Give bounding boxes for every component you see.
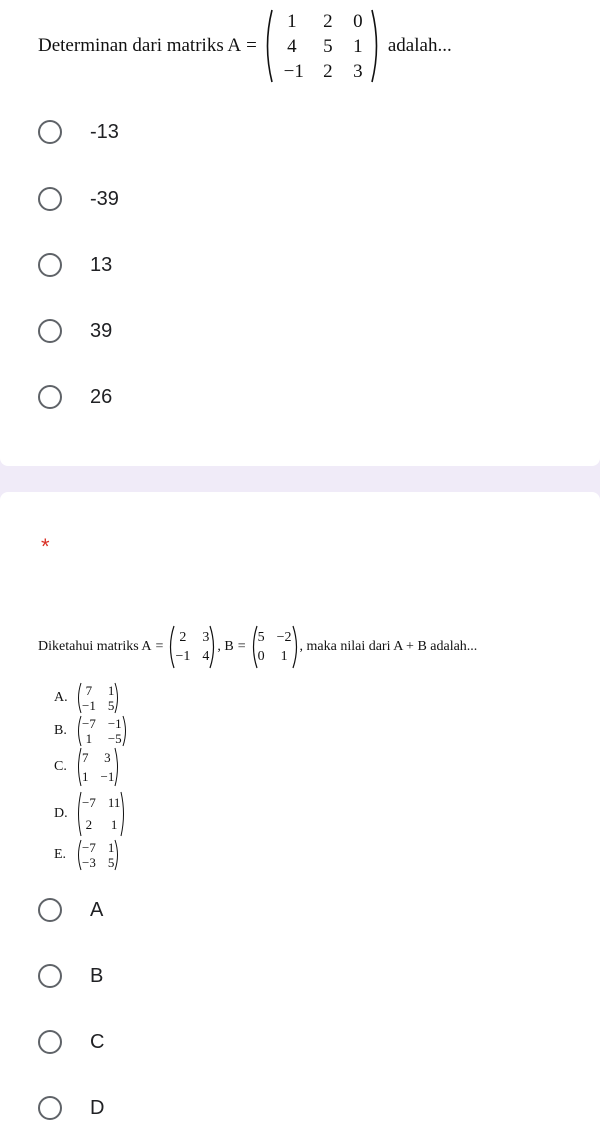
right-paren-icon (209, 625, 217, 669)
matrix-cell: 2 (85, 817, 93, 832)
matrix-cell: −1 (82, 698, 96, 713)
matrix-b-2x2 (258, 629, 292, 665)
radio-circle-icon[interactable] (38, 1030, 62, 1054)
required-asterisk: * (41, 534, 50, 559)
matrix-cell: −2 (276, 630, 292, 645)
right-paren-icon (114, 839, 120, 871)
choice-d (54, 790, 126, 838)
matrix-cell: −7 (82, 795, 96, 810)
radio-circle-icon[interactable] (38, 898, 62, 922)
radio-option-b[interactable] (38, 960, 103, 992)
radio-option-2[interactable] (38, 183, 119, 215)
matrix-cell: 3 (353, 60, 363, 82)
radio-circle-icon[interactable] (38, 1096, 62, 1120)
radio-circle-icon[interactable] (38, 385, 62, 409)
option-label: C (90, 1030, 105, 1053)
radio-circle-icon[interactable] (38, 319, 62, 343)
choice-b (54, 714, 128, 748)
radio-circle-icon[interactable] (38, 120, 62, 144)
matrix-cell: 4 (287, 35, 297, 57)
option-label: -13 (90, 120, 119, 143)
right-paren-icon (292, 625, 300, 669)
choice-matrix (82, 792, 120, 836)
option-label: A (90, 898, 104, 921)
matrix-cell: 3 (104, 750, 111, 765)
matrix-cell: −7 (82, 716, 96, 731)
matrix-cell: 2 (323, 60, 333, 82)
question-1-suffix: adalah... (387, 35, 452, 56)
matrix-cell: 0 (257, 649, 265, 664)
choice-letter: A. (54, 690, 68, 705)
left-paren-icon (167, 625, 175, 669)
choice-letter: D. (54, 806, 68, 821)
separator-b: , B (217, 639, 234, 654)
matrix-cell: 4 (202, 649, 210, 664)
radio-circle-icon[interactable] (38, 253, 62, 277)
matrix-cell: 0 (353, 10, 363, 32)
choice-e (54, 838, 120, 872)
matrix-cell: 1 (82, 769, 89, 784)
equals-sign: = (155, 639, 164, 654)
option-label: 39 (90, 319, 113, 342)
matrix-cell: 7 (82, 750, 89, 765)
left-paren-icon (262, 8, 274, 84)
right-paren-icon (122, 715, 128, 747)
matrix-cell: 2 (323, 10, 333, 32)
question-2-text (38, 620, 477, 674)
matrix-cell: 5 (107, 698, 115, 713)
matrix-cell: 5 (107, 855, 115, 870)
choice-matrix (82, 716, 122, 746)
question-1-text (38, 8, 452, 84)
option-label: D (90, 1096, 105, 1119)
matrix-a-2x2 (175, 629, 209, 665)
matrix-cell: 1 (107, 683, 115, 698)
choice-matrix (82, 840, 114, 870)
question-2-prefix: Diketahui matriks A (38, 639, 152, 654)
question-1-equals: = (246, 35, 257, 56)
matrix-cell: −1 (175, 649, 191, 664)
equals-sign: = (237, 639, 246, 654)
matrix-cell: 5 (257, 630, 265, 645)
matrix-cell: 11 (107, 795, 121, 810)
option-label: 26 (90, 385, 113, 408)
radio-circle-icon[interactable] (38, 187, 62, 211)
matrix-cell: 2 (179, 630, 187, 645)
matrix-cell: 1 (353, 35, 363, 57)
radio-option-3[interactable] (38, 249, 112, 281)
choice-letter: E. (54, 847, 67, 862)
left-paren-icon (250, 625, 258, 669)
radio-circle-icon[interactable] (38, 964, 62, 988)
choice-letter: B. (54, 723, 67, 738)
radio-option-5[interactable] (38, 381, 112, 413)
matrix-cell: −1 (107, 716, 122, 731)
question-card-1 (0, 0, 600, 466)
matrix-cell: −1 (100, 769, 115, 784)
radio-option-a[interactable] (38, 894, 103, 926)
matrix-cell: 1 (287, 10, 297, 32)
matrix-cell: −3 (82, 855, 96, 870)
matrix-cell: −7 (82, 840, 96, 855)
matrix-a-3x3 (274, 10, 370, 83)
radio-option-d[interactable] (38, 1092, 104, 1124)
choice-c (54, 746, 120, 788)
radio-option-4[interactable] (38, 315, 112, 347)
matrix-cell: −5 (107, 731, 122, 746)
radio-option-1[interactable] (38, 116, 119, 148)
matrix-cell: 1 (110, 817, 118, 832)
right-paren-icon (370, 8, 382, 84)
right-paren-icon (114, 747, 120, 787)
question-1-prefix: Determinan dari matriks A (38, 35, 242, 56)
matrix-cell: 7 (85, 683, 93, 698)
matrix-cell: 1 (280, 649, 288, 664)
option-label: -39 (90, 187, 119, 210)
matrix-cell: 1 (107, 840, 115, 855)
choice-matrix (82, 683, 114, 713)
right-paren-icon (114, 682, 120, 714)
matrix-cell: 1 (85, 731, 93, 746)
matrix-cell: −1 (283, 60, 304, 82)
matrix-cell: 5 (323, 35, 333, 57)
choice-matrix (82, 748, 114, 786)
option-label: B (90, 964, 104, 987)
choice-letter: C. (54, 759, 67, 774)
radio-option-c[interactable] (38, 1026, 104, 1058)
matrix-cell: 3 (202, 630, 210, 645)
choice-a (54, 681, 120, 715)
question-2-suffix: , maka nilai dari A + B adalah... (299, 639, 478, 654)
right-paren-icon (120, 791, 126, 837)
option-label: 13 (90, 253, 113, 276)
